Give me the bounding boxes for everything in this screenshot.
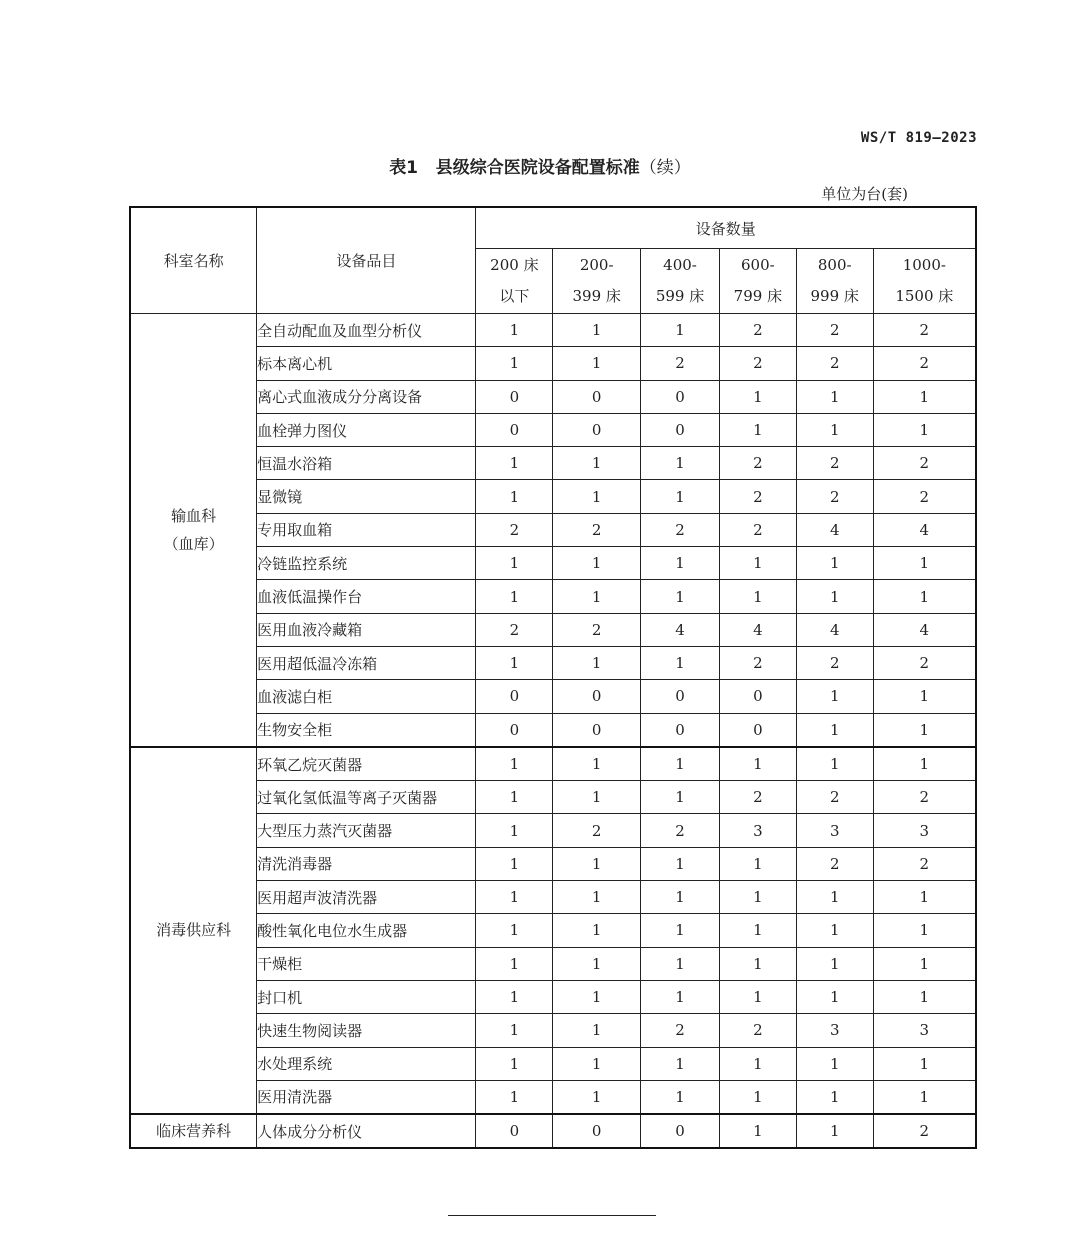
quantity-cell: 1	[641, 781, 720, 814]
quantity-cell: 1	[476, 1080, 553, 1114]
quantity-cell: 1	[476, 547, 553, 580]
equipment-name: 标本离心机	[257, 347, 476, 380]
quantity-cell: 1	[719, 413, 796, 446]
quantity-cell: 1	[719, 580, 796, 613]
quantity-cell: 1	[553, 547, 641, 580]
table-row	[130, 1080, 976, 1114]
quantity-cell: 1	[553, 1080, 641, 1114]
quantity-cell: 4	[796, 513, 873, 546]
quantity-cell: 1	[796, 914, 873, 947]
equipment-name: 酸性氧化电位水生成器	[257, 914, 476, 947]
quantity-cell: 2	[873, 447, 976, 480]
quantity-cell: 1	[476, 580, 553, 613]
dept-cell	[130, 747, 257, 1114]
quantity-cell: 0	[641, 413, 720, 446]
equipment-name: 大型压力蒸汽灭菌器	[257, 814, 476, 847]
quantity-cell: 2	[553, 613, 641, 646]
table-row	[130, 613, 976, 646]
quantity-cell: 1	[796, 580, 873, 613]
table-row	[130, 447, 976, 480]
quantity-cell: 1	[641, 1047, 720, 1080]
quantity-cell: 1	[719, 1080, 796, 1114]
quantity-cell: 1	[873, 1047, 976, 1080]
quantity-cell: 1	[873, 713, 976, 747]
quantity-cell: 1	[553, 480, 641, 513]
equipment-name: 封口机	[257, 980, 476, 1013]
quantity-cell: 2	[796, 314, 873, 347]
quantity-cell: 1	[719, 980, 796, 1013]
quantity-cell: 1	[476, 881, 553, 914]
quantity-cell: 1	[873, 680, 976, 713]
quantity-cell: 1	[873, 580, 976, 613]
header-dept: 科室名称	[130, 207, 257, 314]
table-row	[130, 480, 976, 513]
table-number: 表1	[389, 158, 419, 178]
quantity-cell: 1	[476, 814, 553, 847]
quantity-cell: 2	[553, 814, 641, 847]
table-row	[130, 314, 976, 347]
quantity-cell: 2	[719, 347, 796, 380]
quantity-cell: 1	[553, 447, 641, 480]
quantity-cell: 1	[873, 413, 976, 446]
quantity-cell: 1	[719, 380, 796, 413]
quantity-cell: 1	[641, 747, 720, 781]
quantity-cell: 1	[796, 747, 873, 781]
quantity-cell: 2	[796, 646, 873, 679]
quantity-cell: 1	[553, 1047, 641, 1080]
quantity-cell: 1	[719, 847, 796, 880]
quantity-cell: 1	[873, 947, 976, 980]
quantity-cell: 1	[476, 480, 553, 513]
quantity-cell: 2	[873, 314, 976, 347]
quantity-cell: 1	[873, 380, 976, 413]
header-bed-col: 200- 399 床	[553, 249, 641, 314]
header-bed-col: 400- 599 床	[641, 249, 720, 314]
quantity-cell: 1	[641, 947, 720, 980]
quantity-cell: 1	[476, 914, 553, 947]
equipment-name: 医用超低温冷冻箱	[257, 646, 476, 679]
header-bed-col: 600- 799 床	[719, 249, 796, 314]
quantity-cell: 0	[641, 680, 720, 713]
quantity-cell: 1	[553, 847, 641, 880]
table-row	[130, 914, 976, 947]
table-title	[0, 153, 1080, 178]
quantity-cell: 0	[476, 713, 553, 747]
quantity-cell: 2	[719, 781, 796, 814]
table-row	[130, 646, 976, 679]
equipment-name: 水处理系统	[257, 1047, 476, 1080]
quantity-cell: 1	[796, 947, 873, 980]
quantity-cell: 1	[719, 747, 796, 781]
quantity-cell: 1	[641, 580, 720, 613]
quantity-cell: 2	[476, 513, 553, 546]
equipment-name: 过氧化氢低温等离子灭菌器	[257, 781, 476, 814]
quantity-cell: 1	[641, 547, 720, 580]
quantity-cell: 1	[476, 980, 553, 1013]
table-body	[130, 314, 976, 1149]
quantity-cell: 0	[476, 680, 553, 713]
quantity-cell: 3	[796, 1014, 873, 1047]
quantity-cell: 2	[719, 1014, 796, 1047]
quantity-cell: 1	[796, 1080, 873, 1114]
quantity-cell: 1	[641, 1080, 720, 1114]
quantity-cell: 1	[873, 747, 976, 781]
table-row	[130, 1014, 976, 1047]
quantity-cell: 1	[553, 947, 641, 980]
quantity-cell: 1	[796, 413, 873, 446]
quantity-cell: 0	[553, 713, 641, 747]
equipment-name: 显微镜	[257, 480, 476, 513]
quantity-cell: 1	[553, 881, 641, 914]
quantity-cell: 1	[796, 881, 873, 914]
continued-label: （续）	[639, 158, 691, 178]
quantity-cell: 1	[476, 314, 553, 347]
quantity-cell: 1	[641, 447, 720, 480]
quantity-cell: 0	[553, 413, 641, 446]
quantity-cell: 3	[873, 1014, 976, 1047]
quantity-cell: 0	[476, 1114, 553, 1148]
quantity-cell: 1	[641, 914, 720, 947]
quantity-cell: 4	[641, 613, 720, 646]
table-row	[130, 814, 976, 847]
table-row	[130, 747, 976, 781]
quantity-cell: 2	[476, 613, 553, 646]
quantity-cell: 1	[796, 680, 873, 713]
quantity-cell: 2	[719, 513, 796, 546]
quantity-cell: 1	[553, 314, 641, 347]
quantity-cell: 2	[873, 646, 976, 679]
table-row	[130, 347, 976, 380]
quantity-cell: 1	[796, 980, 873, 1013]
quantity-cell: 1	[719, 881, 796, 914]
quantity-cell: 3	[873, 814, 976, 847]
table-title-text: 县级综合医院设备配置标准	[435, 158, 640, 178]
quantity-cell: 1	[476, 347, 553, 380]
quantity-cell: 1	[476, 447, 553, 480]
quantity-cell: 0	[641, 1114, 720, 1148]
quantity-cell: 1	[476, 646, 553, 679]
quantity-cell: 3	[796, 814, 873, 847]
table-row	[130, 713, 976, 747]
quantity-cell: 1	[476, 1014, 553, 1047]
quantity-cell: 1	[553, 1014, 641, 1047]
unit-note: 单位为台(套)	[821, 185, 908, 203]
quantity-cell: 2	[719, 646, 796, 679]
equipment-name: 清洗消毒器	[257, 847, 476, 880]
quantity-cell: 1	[719, 1047, 796, 1080]
quantity-cell: 1	[641, 881, 720, 914]
quantity-cell: 1	[476, 747, 553, 781]
equipment-name: 血栓弹力图仪	[257, 413, 476, 446]
quantity-cell: 1	[719, 1114, 796, 1148]
equipment-name: 专用取血箱	[257, 513, 476, 546]
dept-name: 输血科	[171, 506, 217, 525]
quantity-cell: 1	[476, 847, 553, 880]
quantity-cell: 1	[476, 781, 553, 814]
table-row	[130, 380, 976, 413]
quantity-cell: 1	[553, 914, 641, 947]
quantity-cell: 0	[553, 680, 641, 713]
quantity-cell: 0	[476, 413, 553, 446]
quantity-cell: 2	[641, 513, 720, 546]
table-row	[130, 947, 976, 980]
quantity-cell: 2	[641, 347, 720, 380]
equipment-name: 血液滤白柜	[257, 680, 476, 713]
quantity-cell: 1	[553, 347, 641, 380]
dept-name: 消毒供应科	[156, 921, 232, 940]
quantity-cell: 0	[641, 380, 720, 413]
table-row	[130, 580, 976, 613]
quantity-cell: 1	[796, 1047, 873, 1080]
table-row	[130, 847, 976, 880]
quantity-cell: 1	[873, 914, 976, 947]
header-bed-col: 800- 999 床	[796, 249, 873, 314]
header-item: 设备品目	[257, 207, 476, 314]
equipment-name: 医用血液冷藏箱	[257, 613, 476, 646]
quantity-cell: 2	[719, 447, 796, 480]
quantity-cell: 1	[719, 947, 796, 980]
quantity-cell: 1	[553, 781, 641, 814]
quantity-cell: 2	[719, 314, 796, 347]
quantity-cell: 0	[719, 680, 796, 713]
dept-subname: （血库）	[163, 534, 224, 553]
quantity-cell: 1	[796, 380, 873, 413]
table-row	[130, 781, 976, 814]
equipment-name: 人体成分分析仪	[257, 1114, 476, 1148]
header-quantity: 设备数量	[476, 207, 976, 249]
standard-code: WS/T 819—2023	[860, 130, 977, 146]
equipment-name: 医用超声波清洗器	[257, 881, 476, 914]
quantity-cell: 0	[641, 713, 720, 747]
table-row	[130, 680, 976, 713]
table-row	[130, 980, 976, 1013]
equipment-name: 离心式血液成分分离设备	[257, 380, 476, 413]
equipment-name: 生物安全柜	[257, 713, 476, 747]
equipment-name: 干燥柜	[257, 947, 476, 980]
quantity-cell: 2	[641, 814, 720, 847]
quantity-cell: 2	[796, 781, 873, 814]
equipment-name: 医用清洗器	[257, 1080, 476, 1114]
footer-rule	[448, 1215, 656, 1216]
quantity-cell: 1	[796, 547, 873, 580]
quantity-cell: 1	[476, 947, 553, 980]
quantity-cell: 4	[873, 513, 976, 546]
quantity-cell: 2	[796, 347, 873, 380]
equipment-table	[129, 206, 977, 1149]
quantity-cell: 1	[641, 314, 720, 347]
quantity-cell: 1	[641, 980, 720, 1013]
quantity-cell: 2	[641, 1014, 720, 1047]
equipment-name: 全自动配血及血型分析仪	[257, 314, 476, 347]
dept-cell	[130, 314, 257, 747]
quantity-cell: 2	[873, 847, 976, 880]
equipment-name: 环氧乙烷灭菌器	[257, 747, 476, 781]
quantity-cell: 2	[873, 480, 976, 513]
quantity-cell: 1	[641, 847, 720, 880]
quantity-cell: 1	[873, 547, 976, 580]
table-row	[130, 1047, 976, 1080]
equipment-name: 快速生物阅读器	[257, 1014, 476, 1047]
quantity-cell: 4	[873, 613, 976, 646]
quantity-cell: 0	[553, 1114, 641, 1148]
dept-cell	[130, 1114, 257, 1148]
table-row	[130, 413, 976, 446]
quantity-cell: 2	[719, 480, 796, 513]
quantity-cell: 0	[719, 713, 796, 747]
equipment-name: 血液低温操作台	[257, 580, 476, 613]
quantity-cell: 3	[719, 814, 796, 847]
quantity-cell: 4	[796, 613, 873, 646]
quantity-cell: 1	[641, 646, 720, 679]
quantity-cell: 1	[553, 980, 641, 1013]
quantity-cell: 2	[796, 480, 873, 513]
quantity-cell: 1	[873, 980, 976, 1013]
quantity-cell: 1	[873, 1080, 976, 1114]
equipment-name: 恒温水浴箱	[257, 447, 476, 480]
quantity-cell: 2	[873, 347, 976, 380]
quantity-cell: 2	[873, 1114, 976, 1148]
quantity-cell: 1	[719, 547, 796, 580]
header-bed-col: 1000- 1500 床	[873, 249, 976, 314]
quantity-cell: 1	[476, 1047, 553, 1080]
dept-name: 临床营养科	[156, 1122, 232, 1141]
quantity-cell: 1	[553, 747, 641, 781]
equipment-name: 冷链监控系统	[257, 547, 476, 580]
quantity-cell: 1	[553, 580, 641, 613]
quantity-cell: 4	[719, 613, 796, 646]
quantity-cell: 1	[873, 881, 976, 914]
quantity-cell: 0	[476, 380, 553, 413]
quantity-cell: 1	[553, 646, 641, 679]
quantity-cell: 2	[796, 847, 873, 880]
quantity-cell: 1	[796, 1114, 873, 1148]
table-row	[130, 1114, 976, 1148]
quantity-cell: 1	[719, 914, 796, 947]
table-row	[130, 881, 976, 914]
quantity-cell: 1	[796, 713, 873, 747]
quantity-cell: 0	[553, 380, 641, 413]
table-row	[130, 513, 976, 546]
quantity-cell: 2	[796, 447, 873, 480]
quantity-cell: 2	[873, 781, 976, 814]
quantity-cell: 1	[641, 480, 720, 513]
header-bed-col: 200 床 以下	[476, 249, 553, 314]
table-row	[130, 547, 976, 580]
quantity-cell: 2	[553, 513, 641, 546]
